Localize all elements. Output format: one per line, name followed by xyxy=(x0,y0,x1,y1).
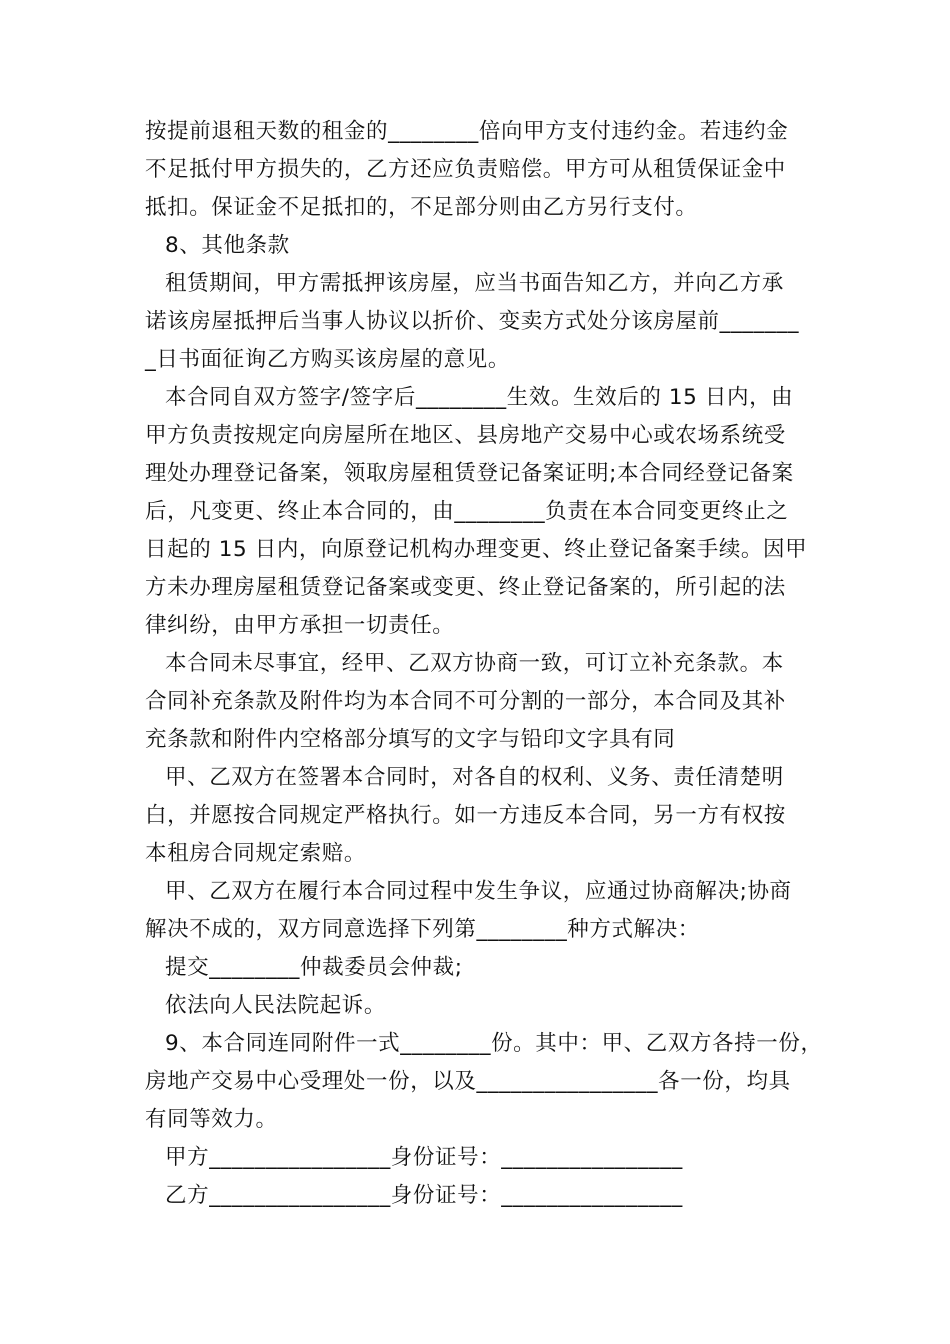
text-line-20: 本租房合同规定索赔。 xyxy=(145,841,367,866)
text-line-6: 诺该房屋抵押后当事人协议以折价、变卖方式处分该房屋前_______ xyxy=(145,309,800,334)
text-line-22: 解决不成的，双方同意选择下列第________种方式解决： xyxy=(145,917,700,942)
text-line-23: 提交________仲裁委员会仲裁; xyxy=(165,955,463,980)
text-line-8: 本合同自双方签字/签字后________生效。生效后的 15 日内，由 xyxy=(165,385,794,410)
text-line-5: 租赁期间，甲方需抵押该房屋，应当书面告知乙方，并向乙方承 xyxy=(165,271,784,296)
text-line-15: 本合同未尽事宜，经甲、乙双方协商一致，可订立补充条款。本 xyxy=(165,651,784,676)
signature-line-party-a: 甲方________________身份证号：________________ xyxy=(165,1145,683,1170)
signature-line-party-b: 乙方________________身份证号：________________ xyxy=(165,1183,683,1208)
text-line-26: 房地产交易中心受理处一份，以及________________各一份，均具 xyxy=(145,1069,791,1094)
text-line-10: 理处办理登记备案，领取房屋租赁登记备案证明;本合同经登记备案 xyxy=(145,461,794,486)
section-heading-8: 8、其他条款 xyxy=(165,233,290,258)
text-line-14: 律纠纷，由甲方承担一切责任。 xyxy=(145,613,455,638)
section-heading-9: 9、本合同连同附件一式________份。其中：甲、乙双方各持一份， xyxy=(165,1031,823,1056)
text-line-17: 充条款和附件内空格部分填写的文字与铅印文字具有同 xyxy=(145,727,676,752)
text-line-3: 抵扣。保证金不足抵扣的，不足部分则由乙方另行支付。 xyxy=(145,195,698,220)
text-line-13: 方未办理房屋租赁登记备案或变更、终止登记备案的，所引起的法 xyxy=(145,575,786,600)
text-line-27: 有同等效力。 xyxy=(145,1107,278,1132)
text-line-16: 合同补充条款及附件均为本合同不可分割的一部分，本合同及其补 xyxy=(145,689,786,714)
text-line-24: 依法向人民法院起诉。 xyxy=(165,993,387,1018)
text-line-9: 甲方负责按规定向房屋所在地区、县房地产交易中心或农场系统受 xyxy=(145,423,786,448)
text-line-7: _日书面征询乙方购买该房屋的意见。 xyxy=(145,347,510,372)
text-line-18: 甲、乙双方在签署本合同时，对各自的权利、义务、责任清楚明 xyxy=(165,765,784,790)
text-line-21: 甲、乙双方在履行本合同过程中发生争议，应通过协商解决;协商 xyxy=(165,879,792,904)
text-line-19: 白，并愿按合同规定严格执行。如一方违反本合同，另一方有权按 xyxy=(145,803,786,828)
text-line-2: 不足抵付甲方损失的，乙方还应负责赔偿。甲方可从租赁保证金中 xyxy=(145,157,786,182)
text-line-11: 后，凡变更、终止本合同的，由________负责在本合同变更终止之 xyxy=(145,499,789,524)
text-line-1: 按提前退租天数的租金的________倍向甲方支付违约金。若违约金 xyxy=(145,119,789,144)
text-line-12: 日起的 15 日内，向原登记机构办理变更、终止登记备案手续。因甲 xyxy=(145,537,808,562)
